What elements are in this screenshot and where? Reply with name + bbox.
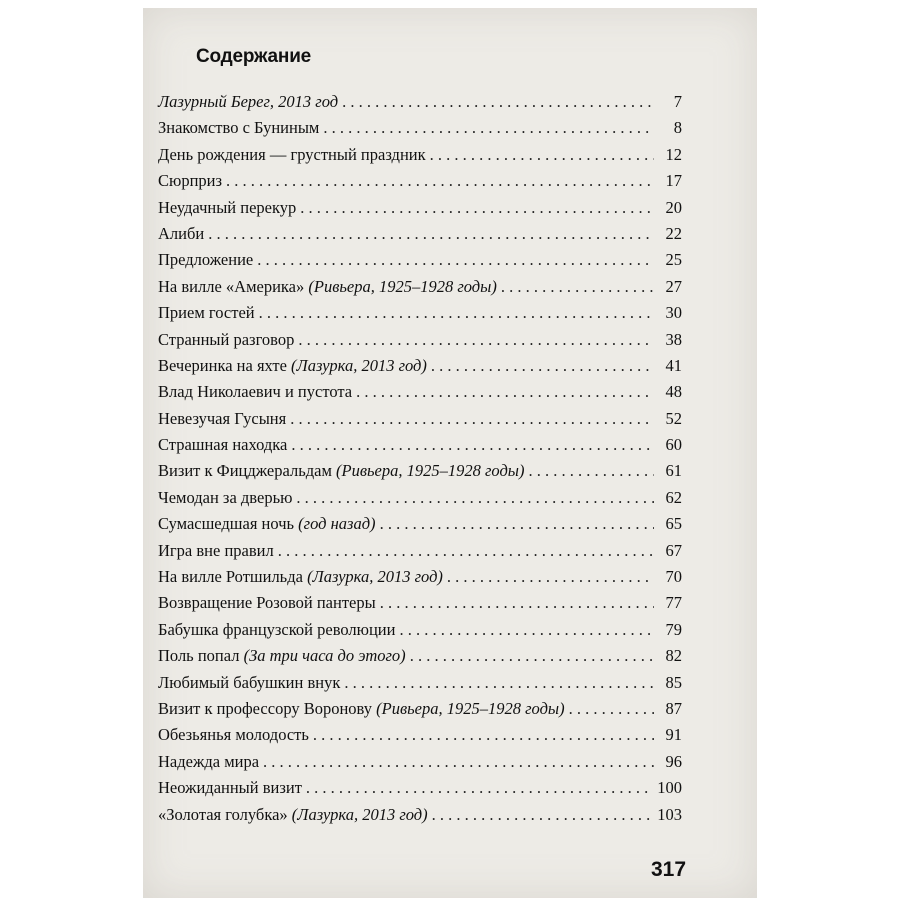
toc-entry-page: 60	[665, 435, 682, 455]
toc-entry-page: 7	[673, 92, 682, 111]
toc-entry-page: 77	[665, 593, 682, 613]
toc-entry	[158, 488, 682, 514]
toc-entry-title: Поль попал	[158, 646, 240, 666]
dot-leader	[431, 356, 654, 376]
toc-entry	[158, 699, 682, 725]
dot-leader	[528, 461, 654, 481]
toc-entry-title: Сумасшедшая ночь	[158, 514, 295, 534]
toc-entry-title: Алиби	[158, 223, 205, 243]
dot-leader	[501, 277, 654, 297]
toc-entry	[158, 725, 682, 751]
toc-entry-page: 12	[665, 144, 682, 164]
toc-entry-page: 41	[665, 355, 682, 375]
dot-leader	[569, 699, 654, 719]
dot-leader	[410, 646, 654, 666]
toc-entry-title: Любимый бабушкин внук	[158, 672, 341, 692]
toc-entry-page: 85	[665, 672, 682, 692]
dot-leader	[380, 514, 654, 534]
toc-entry-title: Визит к профессору Воронову	[158, 698, 373, 718]
toc-entry	[158, 752, 682, 778]
toc-entry-page: 70	[665, 567, 682, 587]
toc-entry	[158, 303, 682, 329]
dot-leader	[257, 250, 654, 270]
toc-entry-page: 20	[665, 197, 682, 217]
toc-entry-subtitle: (год назад)	[298, 514, 376, 534]
toc-entry	[158, 118, 682, 144]
toc-entry-page: 65	[665, 514, 682, 534]
dot-leader	[447, 567, 654, 587]
dot-leader	[399, 620, 654, 640]
toc-entry-subtitle: (За три часа до этого)	[243, 646, 406, 666]
toc-entry-page: 8	[673, 118, 682, 138]
toc-entry-page: 82	[665, 646, 682, 666]
dot-leader	[296, 488, 654, 508]
toc-entry	[158, 250, 682, 276]
dot-leader	[263, 752, 654, 772]
toc-entry-subtitle: (Лазурка, 2013 год)	[291, 804, 428, 824]
toc-entry-page: 52	[665, 408, 682, 428]
toc-entry-subtitle: (Ривьера, 1925–1928 годы)	[308, 276, 497, 296]
dot-leader	[226, 171, 654, 191]
toc-entry-page: 62	[665, 487, 682, 507]
toc-entry	[158, 620, 682, 646]
toc-entry-page: 100	[657, 778, 682, 798]
dot-leader	[291, 435, 654, 455]
toc-entry	[158, 198, 682, 224]
toc-entry-title: Знакомство с Буниным	[158, 118, 320, 138]
toc-entry-subtitle: (Ривьера, 1925–1928 годы)	[336, 461, 525, 481]
toc-entry	[158, 435, 682, 461]
dot-leader	[344, 673, 654, 693]
dot-leader	[380, 593, 654, 613]
dot-leader	[278, 541, 654, 561]
toc-entry	[158, 541, 682, 567]
dot-leader	[300, 198, 654, 218]
toc-entry-page: 61	[665, 461, 682, 481]
toc-entry	[158, 409, 682, 435]
dot-leader	[306, 778, 653, 798]
toc-entry-page: 22	[665, 223, 682, 243]
toc-entry-title: Бабушка французской революции	[158, 619, 396, 639]
toc-entry	[158, 593, 682, 619]
toc-entry	[158, 673, 682, 699]
toc-entry	[158, 382, 682, 408]
toc-entry-title: Вечеринка на яхте	[158, 355, 287, 375]
toc-entry	[158, 805, 682, 831]
toc-entry-title: Странный разговор	[158, 329, 295, 349]
toc-entry-title: На вилле Ротшильда	[158, 567, 303, 587]
toc-entry-title: Сюрприз	[158, 171, 223, 191]
toc-entry-title: Влад Николаевич и пустота	[158, 382, 353, 402]
dot-leader	[323, 118, 654, 138]
toc-entry-title: Обезьянья молодость	[158, 725, 309, 745]
toc-entry-page: 96	[665, 751, 682, 771]
toc-entry	[158, 224, 682, 250]
toc-entry	[158, 330, 682, 356]
dot-leader	[298, 330, 654, 350]
toc-entry	[158, 145, 682, 171]
toc-entry	[158, 92, 682, 118]
toc-entry-page: 67	[665, 540, 682, 560]
toc-entry-page: 87	[665, 698, 682, 718]
toc-entry-page: 27	[665, 276, 682, 296]
toc-entry-title: Прием гостей	[158, 303, 255, 323]
toc-entry-subtitle: (Лазурка, 2013 год)	[307, 567, 443, 587]
toc-entry-title: Предложение	[158, 250, 254, 270]
toc-entry-title: «Золотая голубка»	[158, 804, 288, 824]
table-of-contents	[158, 92, 682, 831]
toc-entry-page: 79	[665, 619, 682, 639]
toc-entry-title: Игра вне правил	[158, 540, 274, 560]
dot-leader	[259, 303, 654, 323]
toc-entry-title: Страшная находка	[158, 435, 288, 455]
toc-entry-title: Неожиданный визит	[158, 778, 302, 798]
toc-entry-title: Визит к Фицджеральдам	[158, 461, 332, 481]
toc-entry-title: На вилле «Америка»	[158, 276, 305, 296]
dot-leader	[342, 92, 654, 112]
toc-entry-title: День рождения — грустный праздник	[158, 144, 426, 164]
toc-entry-title: Невезучая Гусыня	[158, 408, 287, 428]
dot-leader	[208, 224, 654, 244]
toc-entry-title: Лазурный Берег, 2013 год	[158, 92, 339, 111]
toc-entry-title: Возвращение Розовой пантеры	[158, 593, 376, 613]
toc-entry-page: 48	[665, 382, 682, 402]
toc-entry-page: 17	[665, 171, 682, 191]
dot-leader	[356, 382, 654, 402]
toc-entry	[158, 646, 682, 672]
toc-entry-page: 38	[665, 329, 682, 349]
toc-entry-page: 30	[665, 303, 682, 323]
dot-leader	[430, 145, 654, 165]
toc-entry-title: Чемодан за дверью	[158, 487, 293, 507]
toc-entry-title: Неудачный перекур	[158, 197, 297, 217]
contents-heading: Содержание	[196, 46, 312, 67]
toc-entry-page: 91	[665, 725, 682, 745]
dot-leader	[432, 805, 654, 825]
toc-entry-page: 103	[657, 804, 682, 824]
toc-entry	[158, 171, 682, 197]
toc-entry	[158, 567, 682, 593]
toc-entry	[158, 461, 682, 487]
toc-entry-page: 25	[665, 250, 682, 270]
toc-entry-subtitle: (Лазурка, 2013 год)	[291, 355, 427, 375]
toc-entry-subtitle: (Ривьера, 1925–1928 годы)	[376, 698, 565, 718]
toc-entry	[158, 277, 682, 303]
toc-entry	[158, 356, 682, 382]
toc-entry	[158, 778, 682, 804]
dot-leader	[290, 409, 654, 429]
page-number: 317	[651, 858, 687, 881]
toc-entry-title: Надежда мира	[158, 751, 260, 771]
toc-entry	[158, 514, 682, 540]
dot-leader	[313, 725, 654, 745]
